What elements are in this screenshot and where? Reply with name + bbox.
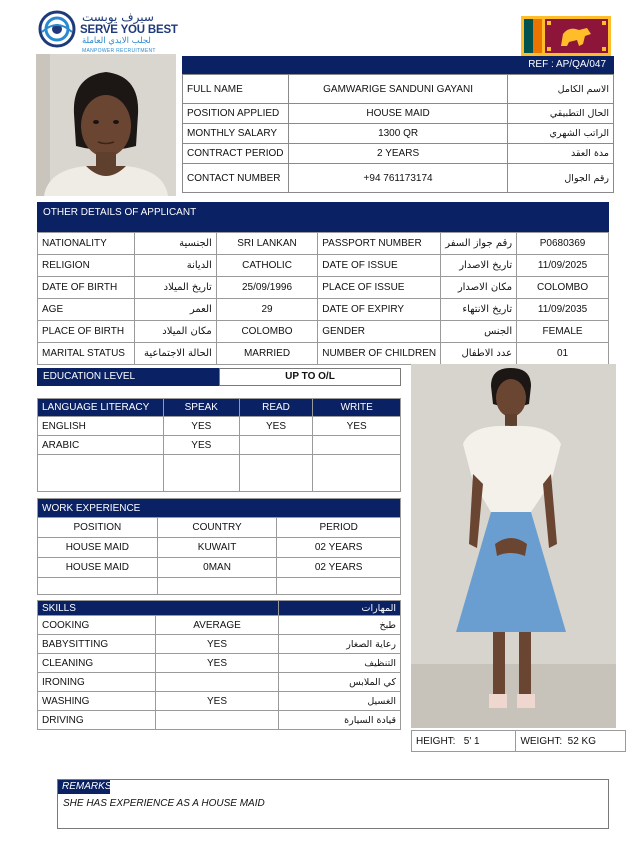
- skill-level: AVERAGE: [155, 616, 279, 635]
- skill-name: WASHING: [38, 692, 156, 711]
- remarks-label: REMARKS: [58, 780, 110, 794]
- language-write: [313, 436, 401, 455]
- table-row: [38, 616, 401, 635]
- detail-value: CATHOLIC: [216, 255, 317, 277]
- weight-value: WEIGHT: 52 KG: [516, 731, 626, 752]
- table-row: [38, 233, 609, 255]
- field-value: 1300 QR: [288, 124, 507, 144]
- field-label-arabic: رقم الجوال: [508, 164, 614, 193]
- field-label: MONTHLY SALARY: [183, 124, 289, 144]
- detail-value: P0680369: [517, 233, 609, 255]
- work-experience-table: [37, 498, 401, 595]
- skill-name-arabic: التنظيف: [279, 654, 401, 673]
- section-title: WORK EXPERIENCE: [38, 499, 401, 518]
- detail-label-arabic: تاريخ الاصدار: [441, 255, 517, 277]
- table-row: [38, 518, 401, 538]
- skill-level: YES: [155, 654, 279, 673]
- table-row: [38, 538, 401, 558]
- detail-value: MARRIED: [216, 343, 317, 365]
- detail-label-arabic: العمر: [134, 299, 216, 321]
- full-name-text: GAMWARIGE SANDUNI GAYANI: [323, 83, 473, 95]
- remarks-box: [57, 779, 609, 829]
- empty-cell: [313, 455, 401, 492]
- field-label-arabic: الاسم الكامل: [508, 75, 614, 104]
- table-row: [38, 578, 401, 595]
- detail-label: RELIGION: [38, 255, 135, 277]
- logo-arabic-name: سيرف يوبست: [82, 10, 154, 24]
- detail-label-arabic: تاريخ الميلاد: [134, 277, 216, 299]
- language-write: YES: [313, 417, 401, 436]
- table-row: [38, 673, 401, 692]
- table-row: [38, 635, 401, 654]
- field-label-arabic: مدة العقد: [508, 144, 614, 164]
- other-details-table: [37, 232, 609, 365]
- table-row: [38, 321, 609, 343]
- reference-bar: [182, 56, 614, 74]
- skill-name: CLEANING: [38, 654, 156, 673]
- detail-label: NATIONALITY: [38, 233, 135, 255]
- language-name: ENGLISH: [38, 417, 164, 436]
- table-row: [38, 343, 609, 365]
- language-read: YES: [239, 417, 313, 436]
- section-title-arabic: المهارات: [279, 601, 401, 616]
- education-level-label: [37, 368, 219, 386]
- empty-cell: [277, 578, 401, 595]
- work-position: HOUSE MAID: [38, 538, 158, 558]
- column-header: PERIOD: [277, 518, 401, 538]
- reference-number: REF : AP/QA/047: [528, 59, 606, 70]
- empty-cell: [38, 455, 164, 492]
- detail-label: MARITAL STATUS: [38, 343, 135, 365]
- education-level-value: UP TO O/L: [219, 368, 401, 386]
- language-speak: YES: [163, 436, 239, 455]
- empty-cell: [157, 578, 277, 595]
- skill-level: [155, 711, 279, 730]
- full-name-value: [288, 75, 507, 104]
- skill-level: [155, 673, 279, 692]
- table-row: [183, 75, 614, 104]
- detail-label-arabic: الجنسية: [134, 233, 216, 255]
- detail-label-arabic: مكان الميلاد: [134, 321, 216, 343]
- detail-value: 11/09/2025: [517, 255, 609, 277]
- table-row: [38, 436, 401, 455]
- field-label: CONTRACT PERIOD: [183, 144, 289, 164]
- skill-name-arabic: كي الملابس: [279, 673, 401, 692]
- work-period: 02 YEARS: [277, 538, 401, 558]
- logo-arabic-tagline: لجلب الايدي العاملة: [82, 36, 151, 46]
- table-header-row: [38, 601, 401, 616]
- applicant-portrait-photo: [36, 54, 176, 196]
- field-value: 2 YEARS: [288, 144, 507, 164]
- skill-name: DRIVING: [38, 711, 156, 730]
- table-row: [38, 417, 401, 436]
- table-header-row: [38, 499, 401, 518]
- language-name: ARABIC: [38, 436, 164, 455]
- skill-name: COOKING: [38, 616, 156, 635]
- skill-name: BABYSITTING: [38, 635, 156, 654]
- language-speak: YES: [163, 417, 239, 436]
- detail-value: 25/09/1996: [216, 277, 317, 299]
- height-value: HEIGHT: 5' 1: [412, 731, 516, 752]
- column-header: WRITE: [313, 399, 401, 417]
- work-country: KUWAIT: [157, 538, 277, 558]
- candidate-info-table: [182, 74, 614, 193]
- detail-label: DATE OF ISSUE: [318, 255, 441, 277]
- detail-label: GENDER: [318, 321, 441, 343]
- detail-label-arabic: عدد الاطفال: [441, 343, 517, 365]
- detail-label: NUMBER OF CHILDREN: [318, 343, 441, 365]
- table-row: [38, 277, 609, 299]
- skill-name-arabic: الغسيل: [279, 692, 401, 711]
- table-row: [183, 164, 614, 193]
- applicant-full-body-photo: [411, 364, 616, 728]
- empty-cell: [239, 455, 313, 492]
- section-title: SKILLS: [38, 601, 279, 616]
- column-header: LANGUAGE LITERACY: [38, 399, 164, 417]
- logo-subtitle: MANPOWER RECRUITMENT: [82, 48, 156, 54]
- field-value: +94 761173174: [288, 164, 507, 193]
- detail-label: DATE OF BIRTH: [38, 277, 135, 299]
- detail-value: 01: [517, 343, 609, 365]
- language-literacy-table: [37, 398, 401, 492]
- table-row: [38, 455, 401, 492]
- field-label-arabic: الحال التطبيقي: [508, 104, 614, 124]
- skill-level: YES: [155, 635, 279, 654]
- detail-label-arabic: الحالة الاجتماعية: [134, 343, 216, 365]
- education-label-text: EDUCATION LEVEL: [43, 371, 136, 382]
- skill-name-arabic: قيادة السيارة: [279, 711, 401, 730]
- field-label: CONTACT NUMBER: [183, 164, 289, 193]
- other-details-header: [37, 202, 609, 232]
- company-logo: [38, 10, 188, 54]
- logo-english-name: SERVE YOU BEST: [80, 24, 178, 36]
- detail-label-arabic: رقم جواز السفر: [441, 233, 517, 255]
- language-read: [239, 436, 313, 455]
- column-header: SPEAK: [163, 399, 239, 417]
- detail-label-arabic: الجنس: [441, 321, 517, 343]
- skill-name-arabic: طبخ: [279, 616, 401, 635]
- table-row: [38, 558, 401, 578]
- field-value: HOUSE MAID: [288, 104, 507, 124]
- table-row: [183, 104, 614, 124]
- empty-cell: [38, 578, 158, 595]
- sri-lanka-flag-icon: [521, 16, 611, 56]
- table-row: [38, 711, 401, 730]
- field-label-arabic: الراتب الشهري: [508, 124, 614, 144]
- table-row: [183, 124, 614, 144]
- table-row: [183, 144, 614, 164]
- empty-cell: [163, 455, 239, 492]
- skill-level: YES: [155, 692, 279, 711]
- skills-table: [37, 600, 401, 730]
- detail-label: PLACE OF ISSUE: [318, 277, 441, 299]
- detail-value: SRI LANKAN: [216, 233, 317, 255]
- height-weight-table: [411, 730, 626, 752]
- detail-label: PASSPORT NUMBER: [318, 233, 441, 255]
- detail-value: 29: [216, 299, 317, 321]
- field-label: POSITION APPLIED: [183, 104, 289, 124]
- table-row: [412, 731, 626, 752]
- table-row: [38, 692, 401, 711]
- detail-value: COLOMBO: [517, 277, 609, 299]
- column-header: READ: [239, 399, 313, 417]
- detail-value: FEMALE: [517, 321, 609, 343]
- table-header-row: [38, 399, 401, 417]
- globe-logo-icon: [38, 10, 76, 48]
- skill-name-arabic: رعاية الصغار: [279, 635, 401, 654]
- detail-value: 11/09/2035: [517, 299, 609, 321]
- column-header: COUNTRY: [157, 518, 277, 538]
- remarks-text: SHE HAS EXPERIENCE AS A HOUSE MAID: [63, 798, 265, 809]
- skill-name: IRONING: [38, 673, 156, 692]
- work-country: 0MAN: [157, 558, 277, 578]
- detail-value: COLOMBO: [216, 321, 317, 343]
- detail-label-arabic: الديانة: [134, 255, 216, 277]
- column-header: POSITION: [38, 518, 158, 538]
- detail-label-arabic: تاريخ الانتهاء: [441, 299, 517, 321]
- field-label: FULL NAME: [183, 75, 289, 104]
- detail-label-arabic: مكان الاصدار: [441, 277, 517, 299]
- section-title: OTHER DETAILS OF APPLICANT: [43, 207, 197, 218]
- work-position: HOUSE MAID: [38, 558, 158, 578]
- table-row: [38, 654, 401, 673]
- detail-label: DATE OF EXPIRY: [318, 299, 441, 321]
- detail-label: AGE: [38, 299, 135, 321]
- detail-label: PLACE OF BIRTH: [38, 321, 135, 343]
- work-period: 02 YEARS: [277, 558, 401, 578]
- table-row: [38, 299, 609, 321]
- table-row: [38, 255, 609, 277]
